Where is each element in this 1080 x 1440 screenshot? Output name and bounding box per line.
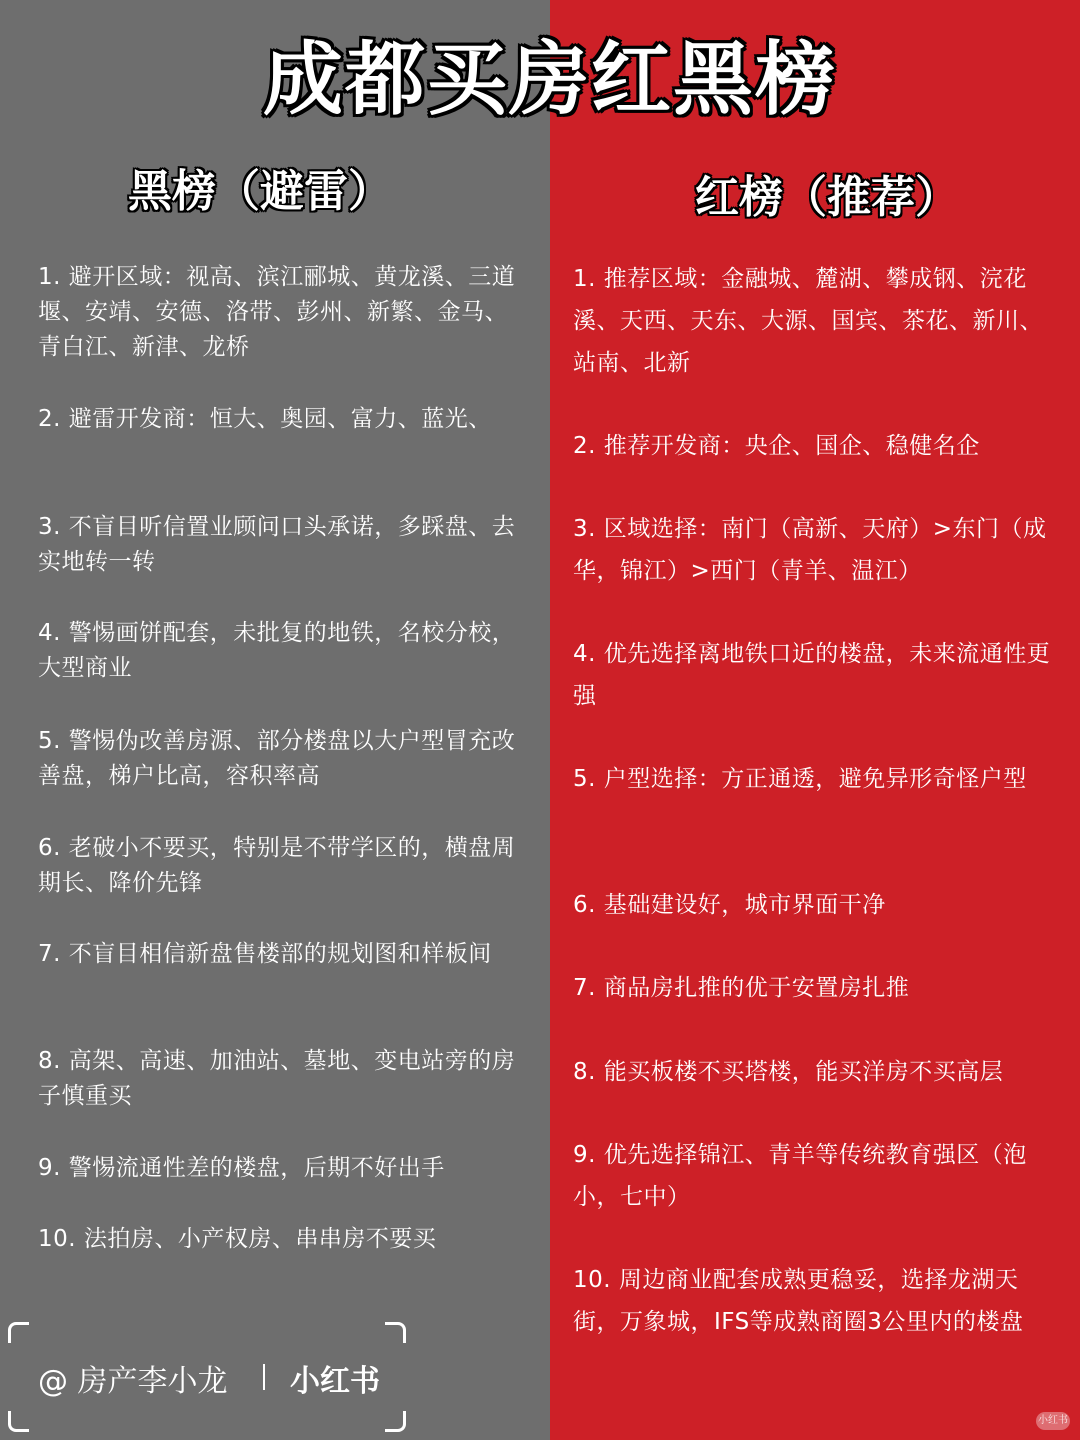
black-list-item-10: 10. 法拍房、小产权房、串串房不要买 [38, 1226, 437, 1252]
page-title: 成都买房红黑榜 [263, 33, 837, 126]
red-list-item-3: 3. 区域选择：南门（高新、天府）>东门（成华，锦江）>西门（青羊、温江） [573, 516, 1047, 584]
black-list-heading: 黑榜（避雷） [128, 166, 392, 217]
red-list-item-8: 8. 能买板楼不买塔楼，能买洋房不买高层 [573, 1059, 1004, 1085]
red-list-heading: 红榜（推荐） [695, 172, 959, 223]
red-list-item-10: 10. 周边商业配套成熟更稳妥，选择龙湖天街，万象城，IFS等成熟商圈3公里内的楼盘 [573, 1267, 1024, 1335]
black-list-item-9: 9. 警惕流通性差的楼盘，后期不好出手 [38, 1155, 445, 1181]
brand-logo: 小红书 [290, 1364, 380, 1399]
frame-corner [8, 1322, 29, 1343]
red-list-item-7: 7. 商品房扎推的优于安置房扎推 [573, 975, 910, 1001]
red-list-item-6: 6. 基础建设好，城市界面干净 [573, 892, 886, 918]
black-list-item-8: 8. 高架、高速、加油站、墓地、变电站旁的房子慎重买 [38, 1048, 516, 1109]
black-list-item-6: 6. 老破小不要买，特别是不带学区的，横盘周期长、降价先锋 [38, 835, 516, 896]
author-name[interactable]: @ 房产李小龙 [38, 1364, 228, 1399]
red-list-item-2: 2. 推荐开发商：央企、国企、稳健名企 [573, 433, 980, 459]
black-list-item-4: 4. 警惕画饼配套，未批复的地铁，名校分校，大型商业 [38, 620, 516, 681]
frame-corner [385, 1411, 406, 1432]
red-list-item-4: 4. 优先选择离地铁口近的楼盘，未来流通性更强 [573, 641, 1051, 709]
author-badge [8, 1322, 406, 1432]
divider [263, 1364, 265, 1390]
black-list-item-2: 2. 避雷开发商：恒大、奥园、富力、蓝光、 [38, 406, 492, 432]
watermark-logo: 小红书 [1036, 1412, 1070, 1430]
black-list-item-3: 3. 不盲目听信置业顾问口头承诺，多踩盘、去实地转一转 [38, 514, 516, 575]
frame-corner [385, 1322, 406, 1343]
red-list-item-5: 5. 户型选择：方正通透，避免异形奇怪户型 [573, 766, 1027, 792]
black-list-item-1: 1. 避开区域：视高、滨江郦城、黄龙溪、三道堰、安靖、安德、洛带、彭州、新繁、金马、青白江、新津、龙桥 [38, 264, 516, 360]
black-list-item-7: 7. 不盲目相信新盘售楼部的规划图和样板间 [38, 941, 492, 967]
red-list-item-9: 9. 优先选择锦江、青羊等传统教育强区（泡小，七中） [573, 1142, 1027, 1210]
black-list-item-5: 5. 警惕伪改善房源、部分楼盘以大户型冒充改善盘，梯户比高，容积率高 [38, 728, 516, 789]
frame-corner [8, 1411, 29, 1432]
red-list-item-1: 1. 推荐区域：金融城、麓湖、攀成钢、浣花溪、天西、天东、大源、国宾、茶花、新川、站南、北新 [573, 266, 1043, 376]
